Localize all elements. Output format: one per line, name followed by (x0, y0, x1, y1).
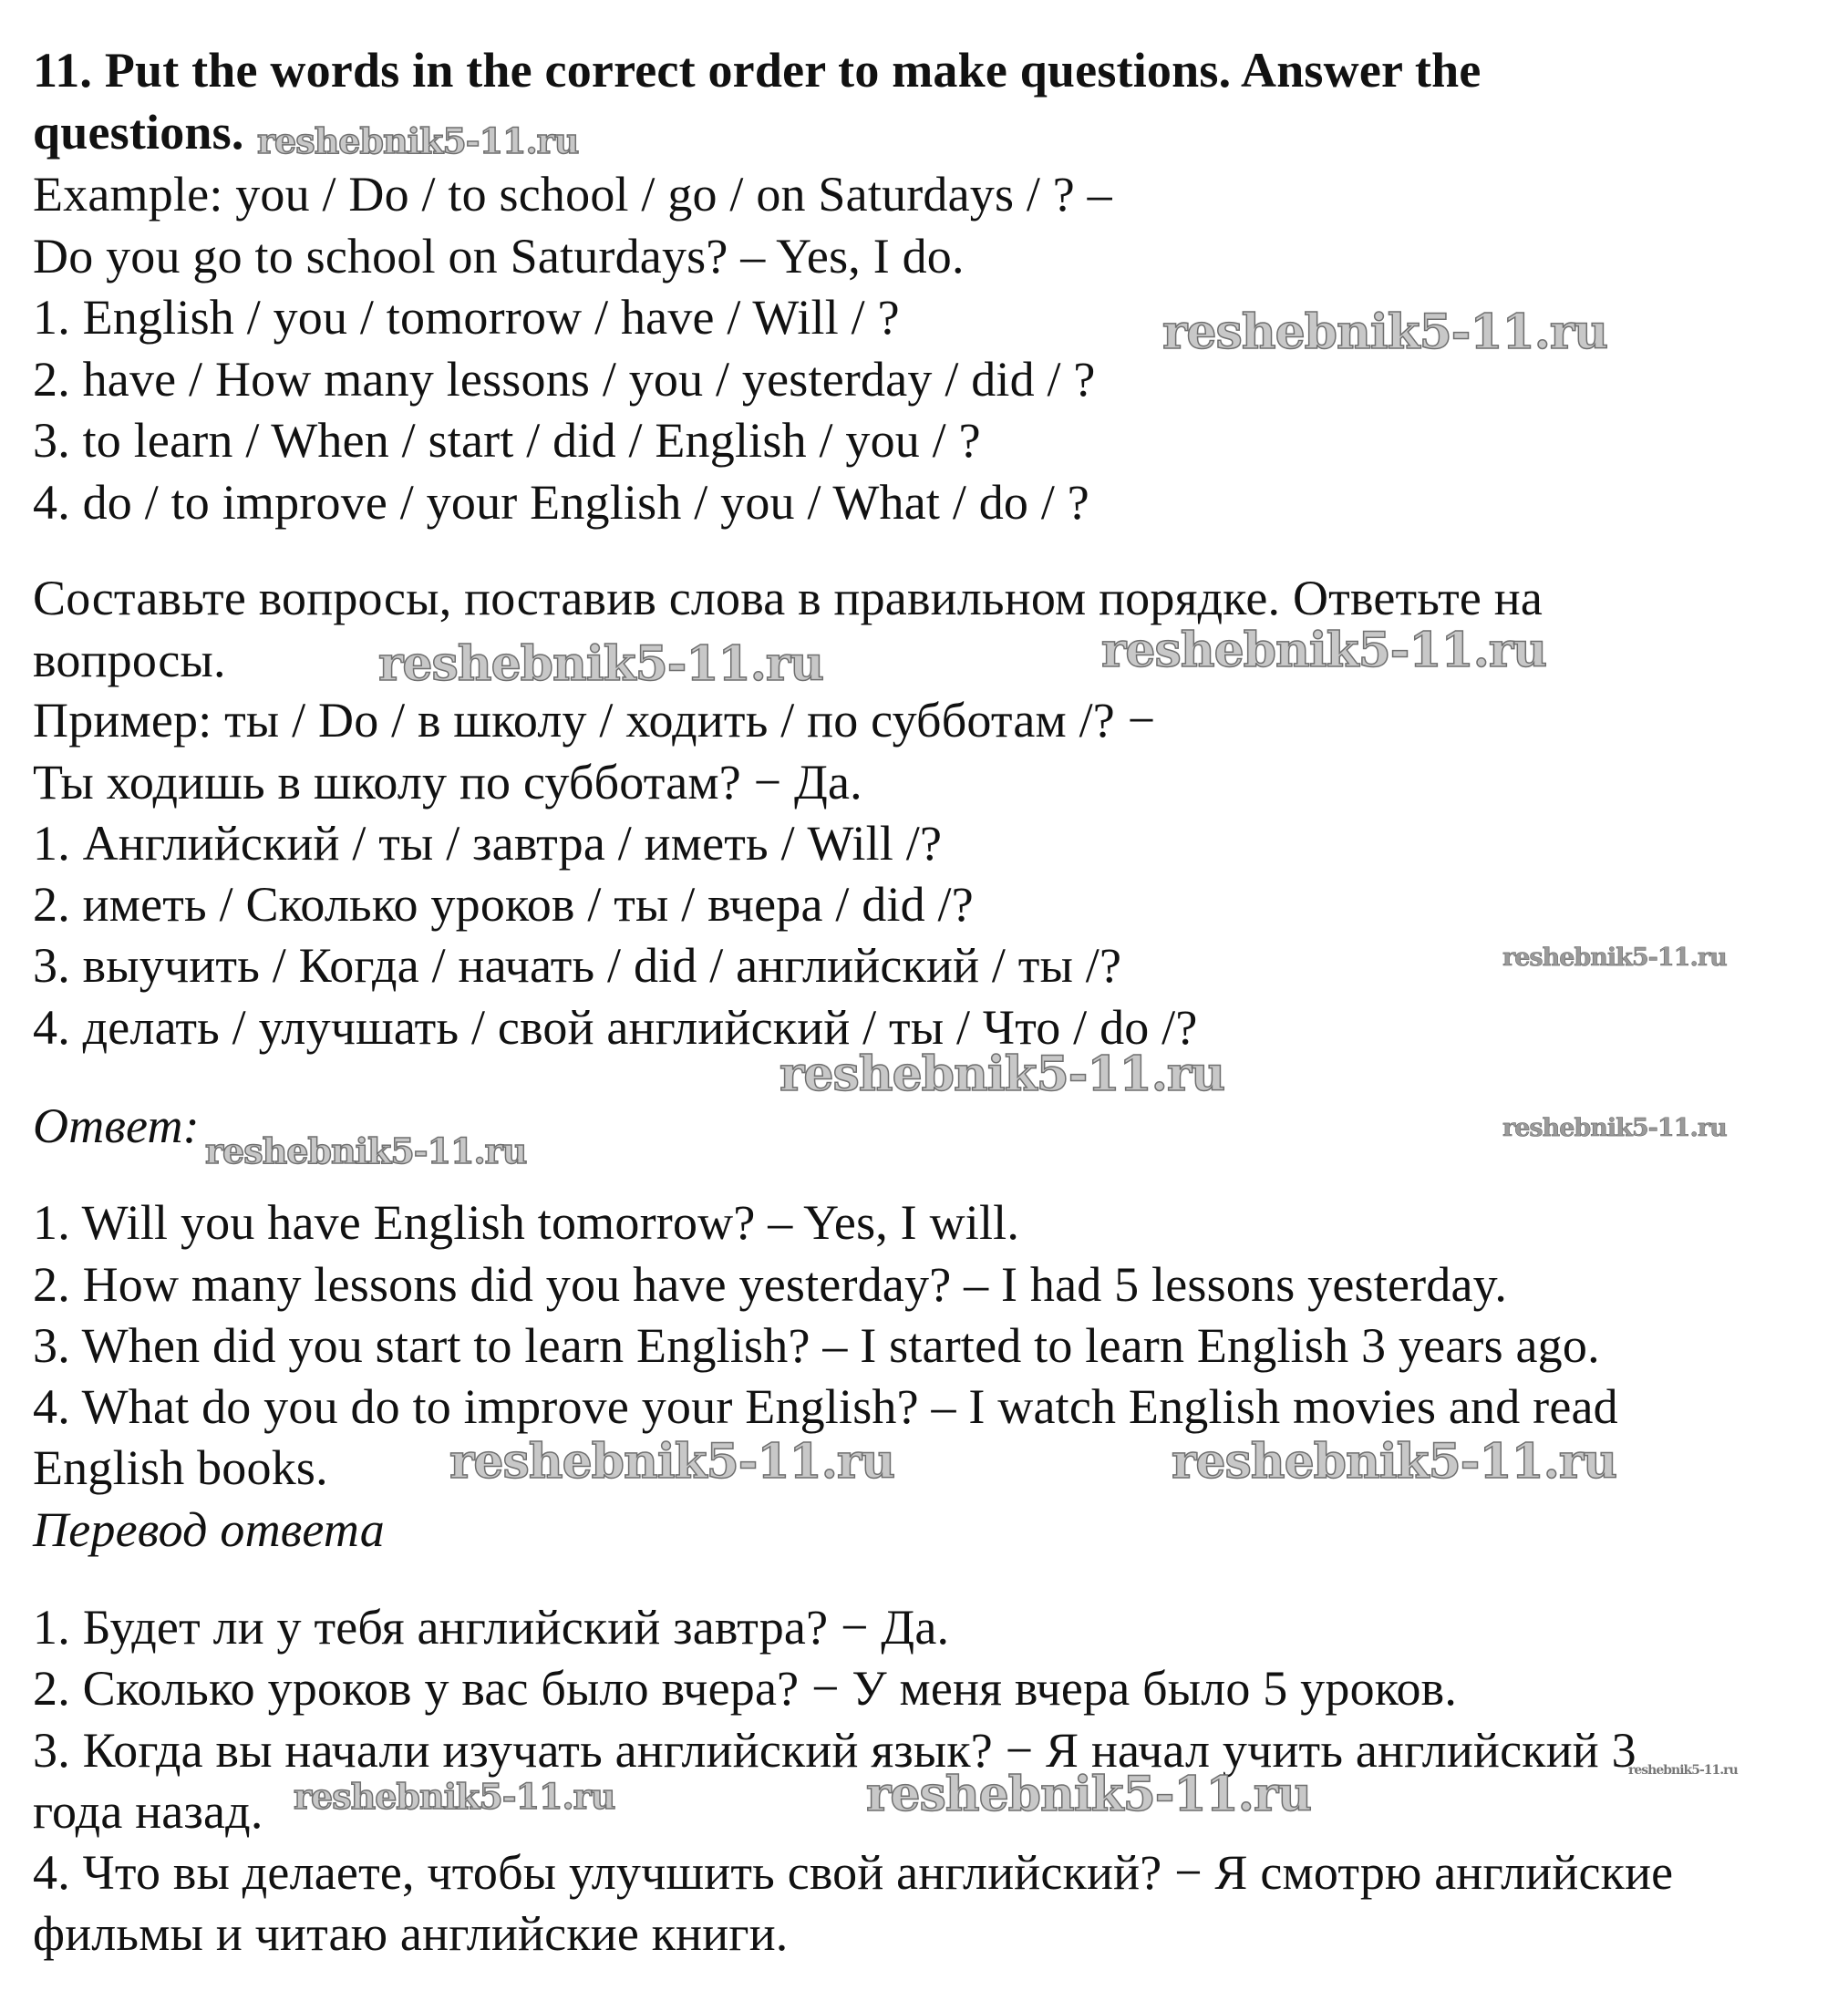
task-item-2: 2. have / How many lessons / you / yesterday / did / ? (33, 352, 1096, 407)
watermark: reshebnik5-11.ru (1172, 1434, 1617, 1490)
translation-task-line-2: вопросы. (33, 633, 226, 687)
translation-item-1: 1. Английский / ты / завтра / иметь / Will /? (33, 816, 943, 871)
task-title-line-2: questions. (33, 105, 244, 160)
watermark: reshebnik5-11.ru (378, 636, 824, 692)
answer-translation-item-4: 4. Что вы делаете, чтобы улучшить свой английский? − Я смотрю английские (33, 1845, 1674, 1900)
task-title-line-1: 11. Put the words in the correct order to make questions. Answer the (33, 43, 1481, 98)
answer-item-4: 4. What do you do to improve your English? – I watch English movies and read (33, 1379, 1618, 1434)
answer-translation-item-4-continued: фильмы и читаю английские книги. (33, 1906, 789, 1961)
watermark: reshebnik5-11.ru (1502, 1114, 1727, 1142)
answer-item-1: 1. Will you have English tomorrow? – Yes, I will. (33, 1195, 1020, 1250)
watermark: reshebnik5-11.ru (866, 1767, 1312, 1822)
watermark: reshebnik5-11.ru (205, 1130, 527, 1171)
task-example-line-1: Example: you / Do / to school / go / on Saturdays / ? – (33, 167, 1112, 222)
watermark: reshebnik5-11.ru (1502, 944, 1727, 972)
task-item-1: 1. English / you / tomorrow / have / Will / ? (33, 290, 900, 345)
task-example-line-2: Do you go to school on Saturdays? – Yes, I do. (33, 229, 965, 284)
answer-translation-heading: Перевод ответа (33, 1502, 385, 1557)
answer-item-2: 2. How many lessons did you have yesterday? – I had 5 lessons yesterday. (33, 1257, 1508, 1312)
watermark: reshebnik5-11.ru (449, 1434, 895, 1490)
answer-translation-item-3: 3. Когда вы начали изучать английский язык? − Я начал учить английский 3 (33, 1723, 1636, 1778)
answer-item-4-continued: English books. (33, 1440, 328, 1495)
watermark: reshebnik5-11.ru (1162, 304, 1608, 360)
watermark: reshebnik5-11.ru (1628, 1763, 1738, 1778)
translation-item-4: 4. делать / улучшать / свой английский / ты / Что / do /? (33, 1000, 1198, 1055)
answer-translation-item-3-continued: года назад. (33, 1784, 263, 1839)
watermark: reshebnik5-11.ru (779, 1047, 1225, 1102)
watermark: reshebnik5-11.ru (257, 120, 579, 161)
translation-example-line-2: Ты ходишь в школу по субботам? − Да. (33, 755, 862, 810)
answer-translation-item-1: 1. Будет ли у тебя английский завтра? − Да. (33, 1600, 950, 1655)
watermark: reshebnik5-11.ru (1101, 623, 1547, 678)
answer-item-3: 3. When did you start to learn English? – I started to learn English 3 years ago. (33, 1318, 1600, 1373)
answer-translation-item-2: 2. Сколько уроков у вас было вчера? − У меня вчера было 5 уроков. (33, 1661, 1458, 1716)
watermark: reshebnik5-11.ru (294, 1776, 615, 1817)
translation-item-2: 2. иметь / Сколько уроков / ты / вчера / did /? (33, 877, 974, 932)
answer-heading: Ответ: (33, 1098, 200, 1153)
translation-task-line-1: Составьте вопросы, поставив слова в правильном порядке. Ответьте на (33, 571, 1543, 625)
translation-example-line-1: Пример: ты / Do / в школу / ходить / по субботам /? − (33, 693, 1156, 748)
task-item-3: 3. to learn / When / start / did / English / you / ? (33, 413, 981, 468)
translation-item-3: 3. выучить / Когда / начать / did / английский / ты /? (33, 938, 1122, 993)
task-item-4: 4. do / to improve / your English / you / What / do / ? (33, 475, 1089, 530)
